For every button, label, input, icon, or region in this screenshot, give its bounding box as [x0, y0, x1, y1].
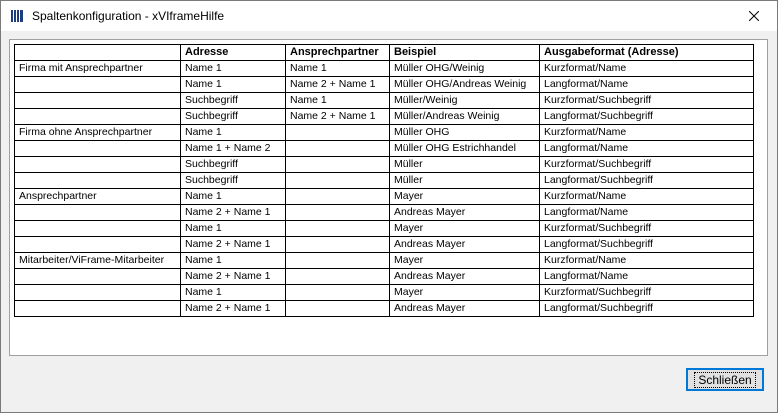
table-cell: Name 1	[181, 189, 286, 205]
table-cell: Ansprechpartner	[15, 189, 181, 205]
table-row	[15, 109, 754, 125]
table-cell: Kurzformat/Suchbegriff	[540, 93, 754, 109]
table-cell	[286, 237, 390, 253]
table-cell: Name 1	[181, 77, 286, 93]
table-cell	[15, 157, 181, 173]
table-cell: Kurzformat/Suchbegriff	[540, 157, 754, 173]
table-cell: Name 1	[181, 61, 286, 77]
table-cell	[15, 205, 181, 221]
table-cell: Name 1	[181, 125, 286, 141]
table-cell: Suchbegriff	[181, 93, 286, 109]
table-cell: Müller	[390, 157, 540, 173]
table-cell: Mayer	[390, 253, 540, 269]
column-config-table	[14, 44, 754, 317]
table-cell: Langformat/Suchbegriff	[540, 237, 754, 253]
table-cell: Name 1	[181, 253, 286, 269]
table-cell	[15, 173, 181, 189]
table-cell: Kurzformat/Suchbegriff	[540, 221, 754, 237]
close-window-button[interactable]	[731, 1, 777, 31]
table-cell: Kurzformat/Name	[540, 125, 754, 141]
table-cell: Müller	[390, 173, 540, 189]
table-cell: Name 1	[181, 285, 286, 301]
table-cell	[286, 221, 390, 237]
table-cell: Firma mit Ansprechpartner	[15, 61, 181, 77]
table-cell: Name 2 + Name 1	[181, 301, 286, 317]
table-cell: Name 2 + Name 1	[181, 205, 286, 221]
table-cell: Müller OHG/Andreas Weinig	[390, 77, 540, 93]
table-cell: Andreas Mayer	[390, 205, 540, 221]
table-cell: Name 2 + Name 1	[286, 77, 390, 93]
title-bar	[1, 1, 777, 31]
header-cell: Beispiel	[390, 45, 540, 61]
table-row	[15, 125, 754, 141]
table-cell	[15, 141, 181, 157]
table-cell	[286, 173, 390, 189]
table-cell: Andreas Mayer	[390, 301, 540, 317]
table-row	[15, 285, 754, 301]
table-cell: Name 2 + Name 1	[181, 269, 286, 285]
table-cell: Firma ohne Ansprechpartner	[15, 125, 181, 141]
table-cell: Kurzformat/Name	[540, 253, 754, 269]
table-cell: Mitarbeiter/ViFrame-Mitarbeiter	[15, 253, 181, 269]
table-cell: Langformat/Name	[540, 205, 754, 221]
table-cell	[286, 125, 390, 141]
table-cell	[286, 157, 390, 173]
table-cell: Andreas Mayer	[390, 237, 540, 253]
table-row	[15, 237, 754, 253]
table-cell: Langformat/Suchbegriff	[540, 173, 754, 189]
table-cell: Name 2 + Name 1	[286, 109, 390, 125]
table-row	[15, 61, 754, 77]
table-cell: Kurzformat/Name	[540, 189, 754, 205]
table-row	[15, 205, 754, 221]
table-cell: Kurzformat/Name	[540, 61, 754, 77]
schliessen-button-label: Schließen	[694, 372, 755, 388]
table-cell: Kurzformat/Suchbegriff	[540, 285, 754, 301]
table-row	[15, 157, 754, 173]
table-cell: Langformat/Suchbegriff	[540, 109, 754, 125]
header-cell	[15, 45, 181, 61]
app-icon	[10, 9, 24, 23]
table-cell: Suchbegriff	[181, 109, 286, 125]
table-cell: Name 1	[286, 93, 390, 109]
table-cell: Name 1 + Name 2	[181, 141, 286, 157]
table-cell: Langformat/Name	[540, 141, 754, 157]
table-cell: Müller OHG Estrichhandel	[390, 141, 540, 157]
table-cell: Name 1	[286, 61, 390, 77]
table-cell: Suchbegriff	[181, 157, 286, 173]
table-cell	[286, 205, 390, 221]
table-cell: Müller/Weinig	[390, 93, 540, 109]
table-cell: Suchbegriff	[181, 173, 286, 189]
table-row	[15, 269, 754, 285]
table-cell: Langformat/Suchbegriff	[540, 301, 754, 317]
table-cell: Müller OHG/Weinig	[390, 61, 540, 77]
window-title: Spaltenkonfiguration - xVIframeHilfe	[32, 9, 225, 23]
table-cell	[15, 285, 181, 301]
table-cell: Mayer	[390, 189, 540, 205]
table-row	[15, 253, 754, 269]
table-cell: Müller OHG	[390, 125, 540, 141]
table-cell	[286, 301, 390, 317]
table-cell	[15, 301, 181, 317]
table-cell	[15, 269, 181, 285]
table-row	[15, 173, 754, 189]
table-cell: Langformat/Name	[540, 269, 754, 285]
table-header-row	[15, 45, 754, 61]
table-row	[15, 93, 754, 109]
table-cell	[15, 93, 181, 109]
content-panel	[9, 39, 768, 356]
table-row	[15, 141, 754, 157]
table-cell: Mayer	[390, 285, 540, 301]
table-row	[15, 221, 754, 237]
header-cell: Adresse	[181, 45, 286, 61]
table-row	[15, 189, 754, 205]
table-cell	[15, 77, 181, 93]
schliessen-button[interactable]	[686, 368, 764, 391]
table-cell	[286, 269, 390, 285]
table-row	[15, 77, 754, 93]
close-icon	[749, 11, 759, 21]
table-cell: Name 2 + Name 1	[181, 237, 286, 253]
table-cell: Langformat/Name	[540, 77, 754, 93]
table-cell	[286, 285, 390, 301]
table-cell	[286, 253, 390, 269]
table-cell	[15, 237, 181, 253]
table-cell: Mayer	[390, 221, 540, 237]
table-cell	[15, 109, 181, 125]
table-cell	[15, 221, 181, 237]
table-cell: Müller/Andreas Weinig	[390, 109, 540, 125]
table-row	[15, 301, 754, 317]
header-cell: Ausgabeformat (Adresse)	[540, 45, 754, 61]
table-cell: Name 1	[181, 221, 286, 237]
table-cell	[286, 141, 390, 157]
table-cell	[286, 189, 390, 205]
table-cell: Andreas Mayer	[390, 269, 540, 285]
header-cell: Ansprechpartner	[286, 45, 390, 61]
